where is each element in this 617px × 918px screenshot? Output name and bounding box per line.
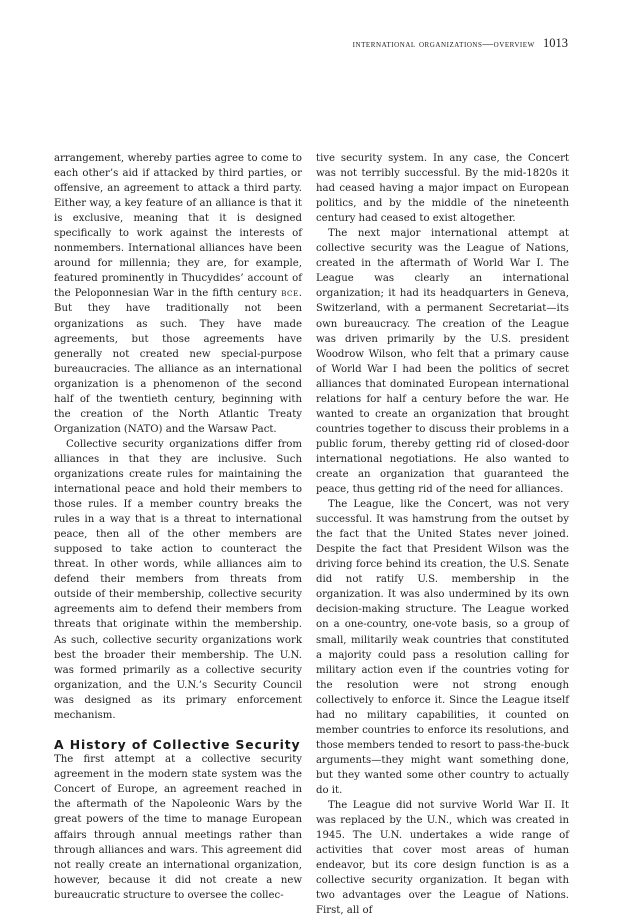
paragraph-alliances-text-b: . But they have traditionally not been organizations as such. They have made agreements, but those agreements have generally not created new special-purpose bureaucracies. The alliance as an international organization is a phenomenon of the second half of the twentieth century, beginning with the creation of the North Atlantic Treaty Organization (NATO) and the Warsaw Pact.	[54, 288, 302, 435]
paragraph-league-of-nations: The next major international attempt at collective security was the League of Nations, created in the aftermath of World War I. The League was clearly an international organization; it had its headquarters in Geneva, Switzerland, with a permanent Secretariat—its own bureaucracy. The creation of the League was driven primarily by the U.S. president Woodrow Wilson, who felt that a primary cause of World War I had been the politics of secret alliances that dominated European international relations for half a century before the war. He wanted to create an organization that brought countries together to discuss their problems in a public forum, thereby getting rid of closed-door international negotiations. He also wanted to create an organization that guaranteed the peace, thus getting rid of the need for alliances.	[316, 228, 569, 496]
paragraph-league-failures: The League, like the Concert, was not very successful. It was hamstrung from the outset by the fact that the United States never joined. Despite the fact that President Wilson was the driving force behind its creation, the U.S. Senate did not ratify U.S. membership in the organization. It was also undermined by its own decision-making structure. The League worked on a one-country, one-vote basis, so a group of small, militarily weak countries that constituted a majority could pass a resolution calling for military action even if the countries voting for the resolution were not strong enough collectively to enforce it. Since the League itself had no military capabilities, it counted on member countries to enforce its resolutions, and those members tended to resort to pass-the-buck arguments—they might want something done, but they wanted some other country to actually do it.	[316, 499, 569, 796]
left-column	[54, 151, 302, 903]
section-heading: A History of Collective Security	[54, 736, 301, 752]
paragraph-collective-security: Collective security organizations differ from alliances in that they are inclusive. Such organizations create rules for maintaining the international peace and hold their members to those rules. If a member country breaks the rules in a way that is a threat to international peace, then all of the other members are supposed to take action to counteract the threat. In other words, while alliances aim to defend their members from threats from outside of their membership, collective security agreements aim to defend their members from threats that originate within the membership. As such, collective security organizations work best the broader their membership. The U.N. was formed primarily as a collective security organization, and the U.N.’s Security Council was designed as its primary enforcement mechanism.	[54, 438, 302, 721]
running-header	[353, 36, 568, 51]
paragraph-united-nations: The League did not survive World War II. It was replaced by the U.N., which was created in 1945. The U.N. undertakes a wide range of activities that cover most areas of human endeavor, but its core design function is as a collective security organization. It began with two advantages over the League of Nations. First, all of	[316, 800, 569, 917]
paragraph-alliances-text-a: arrangement, whereby parties agree to come to each other’s aid if attacked by third parties, or offensive, an agreement to attack a third party. Either way, a key feature of an alliance is that it is exclusive, meaning that it is designed specifically to work against the interests of nonmembers. International alliances have been around for millennia; they are, for example, featured prominently in Thucydides’ account of the Peloponnesian War in the fifth century	[54, 153, 302, 300]
page-number: 1013	[543, 36, 568, 50]
paragraph-concert-continued: tive security system. In any case, the Concert was not terribly successful. By the mid-1820s it had ceased having a major impact on European politics, and by the middle of the nineteenth century had ceased to exist altogether.	[316, 153, 569, 225]
paragraph-concert-of-europe: The first attempt at a collective security agreement in the modern state system was the Concert of Europe, an agreement reached in the aftermath of the Napoleonic Wars by the great powers of the time to manage European affairs through annual meetings rather than through alliances and wars. This agreement did not really create an international organization, however, because it did not create a new bureaucratic structure to oversee the collec-	[54, 754, 302, 901]
era-abbreviation: BCE	[281, 289, 299, 299]
running-title: international organizations—overview	[352, 39, 535, 50]
paragraph-alliances	[54, 151, 302, 437]
right-column	[316, 151, 569, 918]
